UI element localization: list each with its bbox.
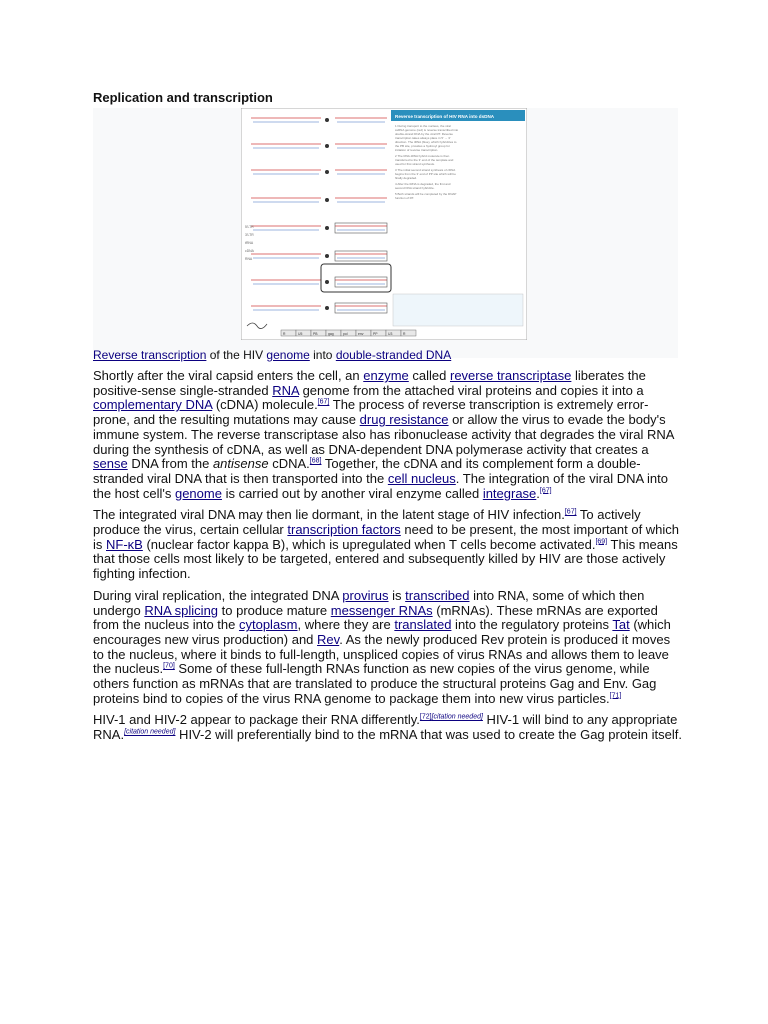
genome-segment-label: PP [373, 332, 378, 336]
genome-segment-label: U3 [388, 332, 393, 336]
figure-note-line: ssRNA genome (red) is reverse transcribed into [395, 128, 459, 132]
citation-ref[interactable]: [69] [595, 538, 608, 546]
text-run: The process of reverse transcription is extremely error-prone, and the resulting mutations may cause [93, 397, 649, 428]
genome-segment-label: U5 [298, 332, 303, 336]
text-run: to produce mature [218, 602, 331, 618]
figure-note-line: second DNA strand hybridize. [395, 186, 435, 190]
step-marker [325, 254, 329, 258]
side-label: tRNA [245, 241, 254, 245]
figure-header: Reverse transcription of HIV RNA into dsDNA [395, 114, 495, 119]
paragraph [93, 508, 683, 582]
figure-note-line: transcription takes always place in 5' → 3' [395, 136, 451, 140]
text-run: , where they are [297, 617, 395, 633]
text-run: This means that those cells most likely to be targeted, entered and subsequently killed by HIV are those actively fighting infection. [93, 536, 678, 582]
figure-note-line: function of RT. [395, 196, 415, 200]
wiki-link[interactable]: drug resistance [359, 412, 449, 428]
side-label: 5'LTR [245, 225, 254, 229]
step-marker [325, 118, 329, 122]
reverse-transcription-diagram[interactable] [241, 108, 527, 340]
caption-link[interactable]: double-stranded DNA [335, 348, 452, 362]
wiki-link[interactable]: enzyme [363, 368, 409, 383]
text-run: . The integration of the viral DNA into the host cell's [93, 470, 668, 501]
text-run: DNA from the [127, 456, 213, 472]
figure-note-line: 5 Both strands will be completed by the DNAP [395, 192, 457, 196]
text-run: The integrated viral DNA may then lie dormant, in the latent stage of HIV infection. [93, 507, 565, 523]
wiki-link[interactable]: RNA [272, 382, 299, 398]
genome-segment-label: R [283, 332, 286, 336]
wiki-link[interactable]: Rev [317, 631, 340, 647]
text-run: need to be present, the most important of which is [93, 522, 680, 552]
section-heading: Replication and transcription [93, 90, 273, 105]
caption-link[interactable]: Reverse transcription [93, 348, 207, 362]
caption-text: of the HIV [206, 348, 267, 362]
side-label: 3'LTR [245, 233, 254, 237]
step-marker [325, 170, 329, 174]
wiki-link[interactable]: integrase [482, 485, 537, 501]
wiki-link[interactable]: translated [394, 617, 452, 633]
figure-note-line: direction. The tRNA (blue), which hybridizes to [395, 140, 457, 144]
figure-note-line: 2 The RNA-tRNA hybrid molecule is then [395, 154, 450, 158]
wiki-link[interactable]: transcription factors [287, 522, 401, 538]
text-run: HIV-2 will preferentially bind to the mRNA that was used to create the Gag protein itself. [175, 727, 682, 743]
figure-box [93, 108, 678, 358]
side-label: RNA [245, 257, 253, 261]
text-run: HIV-1 will bind to any appropriate RNA. [93, 712, 678, 743]
text-run: Together, the cDNA and its complement form a double-stranded viral DNA that is then transported into the [93, 456, 641, 486]
citation-ref[interactable]: [72] [419, 714, 432, 722]
citation-ref[interactable]: [70] [163, 663, 175, 671]
paragraph [93, 589, 683, 707]
figure-note-line: transferred to the 3' end of the template and [395, 158, 454, 162]
wiki-link[interactable]: Tat [612, 617, 630, 633]
text-run: Shortly after the viral capsid enters the cell, an [93, 368, 364, 383]
figure-note-line: begins from the 3' end of PP site which will be [395, 172, 456, 176]
genome-segment-label: env [358, 332, 364, 336]
citation-ref[interactable]: [67] [564, 509, 577, 516]
text-run: called [408, 368, 450, 383]
figure-note-line: initiation of reverse transcription. [395, 148, 439, 152]
genome-segment-label: gag [328, 332, 334, 336]
citation-ref[interactable]: [68] [309, 457, 322, 465]
text-run: Some of these full-length RNAs function as new copies of the virus genome, while others function as mRNAs that are translated to produce the structural proteins Gag and Env. Gag proteins bind to copies of the virus RNA genome to package them into new virus particles. [93, 661, 657, 706]
text-run: into RNA, some of which then undergo [93, 587, 645, 618]
genome-segment-label: pol [343, 332, 348, 336]
figure-note-line: 3 The initial second strand synthesis of cDNA [395, 168, 456, 172]
italic-term: antisense [212, 456, 269, 472]
wiki-link[interactable]: transcribed [405, 587, 470, 603]
wiki-link[interactable]: provirus [342, 587, 389, 603]
text-run: genome from the attached viral proteins and copies it into a [298, 382, 644, 398]
text-run: . As the newly produced Rev protein is produced it moves to the nucleus, where it binds to full-length, unspliced copies of virus RNAs and allows them to leave the nucleus. [93, 631, 671, 677]
article-section [93, 90, 683, 750]
wiki-link[interactable]: reverse transcriptase [449, 368, 572, 383]
wiki-link[interactable]: sense [93, 456, 128, 472]
citation-ref[interactable]: [71] [609, 692, 622, 700]
text-run: cDNA. [268, 456, 310, 472]
side-label: cDNA [245, 249, 254, 253]
figure-caption [93, 348, 683, 363]
wiki-link[interactable]: cell nucleus [387, 470, 456, 486]
wiki-link[interactable]: cytoplasm [238, 617, 298, 633]
text-run: (mRNAs). These mRNAs are exported from the nucleus into the [93, 602, 658, 633]
text-run: liberates the positive-sense single-stranded [93, 368, 646, 398]
text-run: (nuclear factor kappa B), which is upregulated when T cells become activated. [142, 536, 596, 552]
figure-note-line: 1 During transport to the nucleus, the viral [395, 124, 451, 128]
figure-note-line: finally degraded. [395, 176, 418, 180]
paragraph [93, 713, 683, 742]
caption-text: into [309, 348, 336, 362]
text-run: into the regulatory proteins [451, 617, 613, 633]
genome-bar [281, 330, 416, 336]
text-run: (which encourages new virus production) and [93, 617, 671, 647]
caption-link[interactable]: genome [266, 348, 310, 362]
paragraph [93, 369, 683, 501]
figure-note-line: 4 After the tRNA is degraded, the first and [395, 182, 451, 186]
text-run: is carried out by another viral enzyme called [221, 485, 483, 501]
step-marker [325, 306, 329, 310]
text-run: During viral replication, the integrated DNA [93, 587, 343, 603]
wiki-link[interactable]: RNA splicing [144, 602, 219, 618]
wiki-link[interactable]: complementary DNA [93, 397, 213, 413]
wiki-link[interactable]: genome [174, 485, 222, 501]
genome-segment-label: PB [313, 332, 318, 336]
figure-note-line: double-strand DNA by the viral RT. Reverse [395, 132, 453, 136]
wiki-link[interactable]: NF-κB [106, 536, 143, 552]
figure-note-line: the PB site, provides a hydroxyl group for [395, 144, 450, 148]
step-marker [325, 226, 329, 230]
text-run: HIV-1 and HIV-2 appear to package their RNA differently. [93, 712, 420, 728]
citation-needed-tag[interactable]: [citation needed] [431, 714, 483, 722]
text-run: (cDNA) molecule. [212, 397, 318, 413]
text-run: . [536, 485, 540, 501]
genome-segment-label: R [403, 332, 406, 336]
step-marker [325, 144, 329, 148]
text-run: is [388, 587, 406, 603]
step-marker [325, 198, 329, 202]
figure-note-line: used for first strand synthesis. [395, 162, 435, 166]
text-run: To actively produce the virus, certain cellular [93, 507, 641, 538]
citation-ref[interactable]: [67] [539, 487, 552, 495]
wiki-link[interactable]: messenger RNAs [330, 602, 433, 618]
citation-ref[interactable]: [67] [317, 399, 330, 407]
article-body [93, 369, 683, 743]
citation-needed-tag[interactable]: [citation needed] [124, 728, 176, 736]
step-marker [325, 280, 329, 284]
text-run: or allow the virus to evade the body's immune system. The reverse transcriptase also has ribonuclease activity that degrades the viral RNA during the synthesis of cDNA, as well as DNA-dependent DNA polymerase activity that creates a [93, 412, 674, 457]
